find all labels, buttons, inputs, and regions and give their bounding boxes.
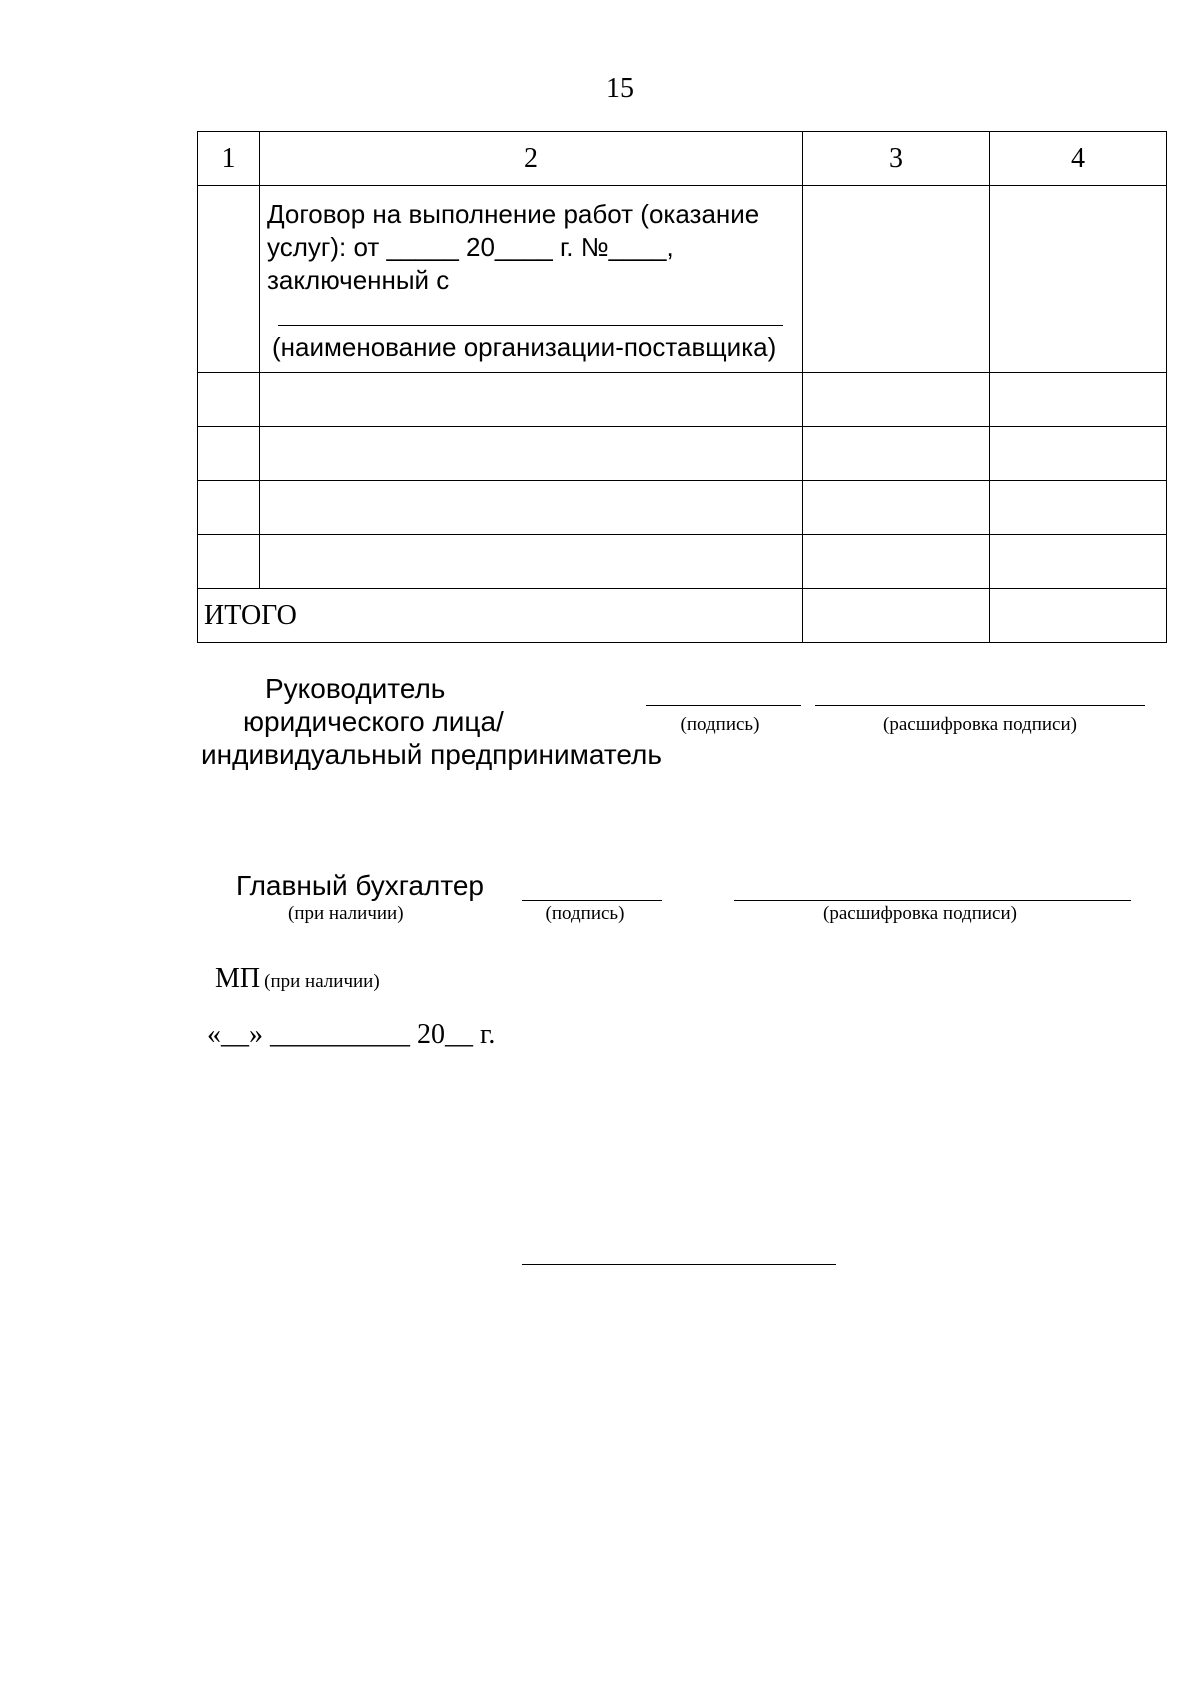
total-row [198,589,1167,643]
contracts-table [197,131,1167,643]
column-header: 3 [803,132,990,186]
accountant-decoding-line [734,900,1131,901]
table-cell [990,186,1167,373]
page-number: 15 [606,73,634,104]
head-title-line3: индивидуальный предприниматель [201,739,662,770]
supplier-name-caption: (наименование организации-поставщика) [272,332,777,362]
accountant-decoding-caption: (расшифровка подписи) [823,903,1017,924]
head-title-line1: Руководитель [265,673,446,704]
head-decoding-line [815,705,1145,706]
column-header: 1 [198,132,260,186]
bottom-separator-line [522,1264,836,1265]
accountant-note: (при наличии) [288,903,404,924]
table-cell [260,427,803,481]
table-cell [198,427,260,481]
table-cell [990,481,1167,535]
head-title-line2: юридического лица/ [243,706,504,737]
column-header: 4 [990,132,1167,186]
table-cell [803,373,990,427]
table-cell [260,535,803,589]
head-decoding-caption: (расшифровка подписи) [883,714,1077,735]
date-line: «__» __________ 20__ г. [207,1019,496,1050]
table-cell [198,373,260,427]
head-signature-caption: (подпись) [680,714,760,735]
table-cell [260,373,803,427]
table-cell [803,427,990,481]
table-row [198,481,1167,535]
table-row [198,427,1167,481]
table-cell [260,481,803,535]
table-cell [803,535,990,589]
column-header: 2 [260,132,803,186]
head-signature-line [646,705,801,706]
table-row [198,535,1167,589]
accountant-signature-line [522,900,662,901]
total-label: ИТОГО [198,589,803,643]
table-cell [990,535,1167,589]
table-cell [990,373,1167,427]
table-cell [803,186,990,373]
contract-description-cell [260,186,803,373]
table-cell [803,481,990,535]
accountant-title: Главный бухгалтер [236,870,484,901]
table-cell [198,481,260,535]
table-cell [198,186,260,373]
total-cell [990,589,1167,643]
table-row [198,373,1167,427]
contract-description: Договор на выполнение работ (оказание услуг): от _____ 20____ г. №____, заключенный с [267,199,760,295]
table-cell [198,535,260,589]
stamp-block [215,962,380,995]
stamp-label: МП [215,963,261,994]
table-header-row [198,132,1167,186]
total-cell [803,589,990,643]
contract-row [198,186,1167,373]
stamp-note: (при наличии) [264,971,380,992]
table-cell [990,427,1167,481]
accountant-signature-caption: (подпись) [545,903,625,924]
supplier-name-line [278,325,783,326]
